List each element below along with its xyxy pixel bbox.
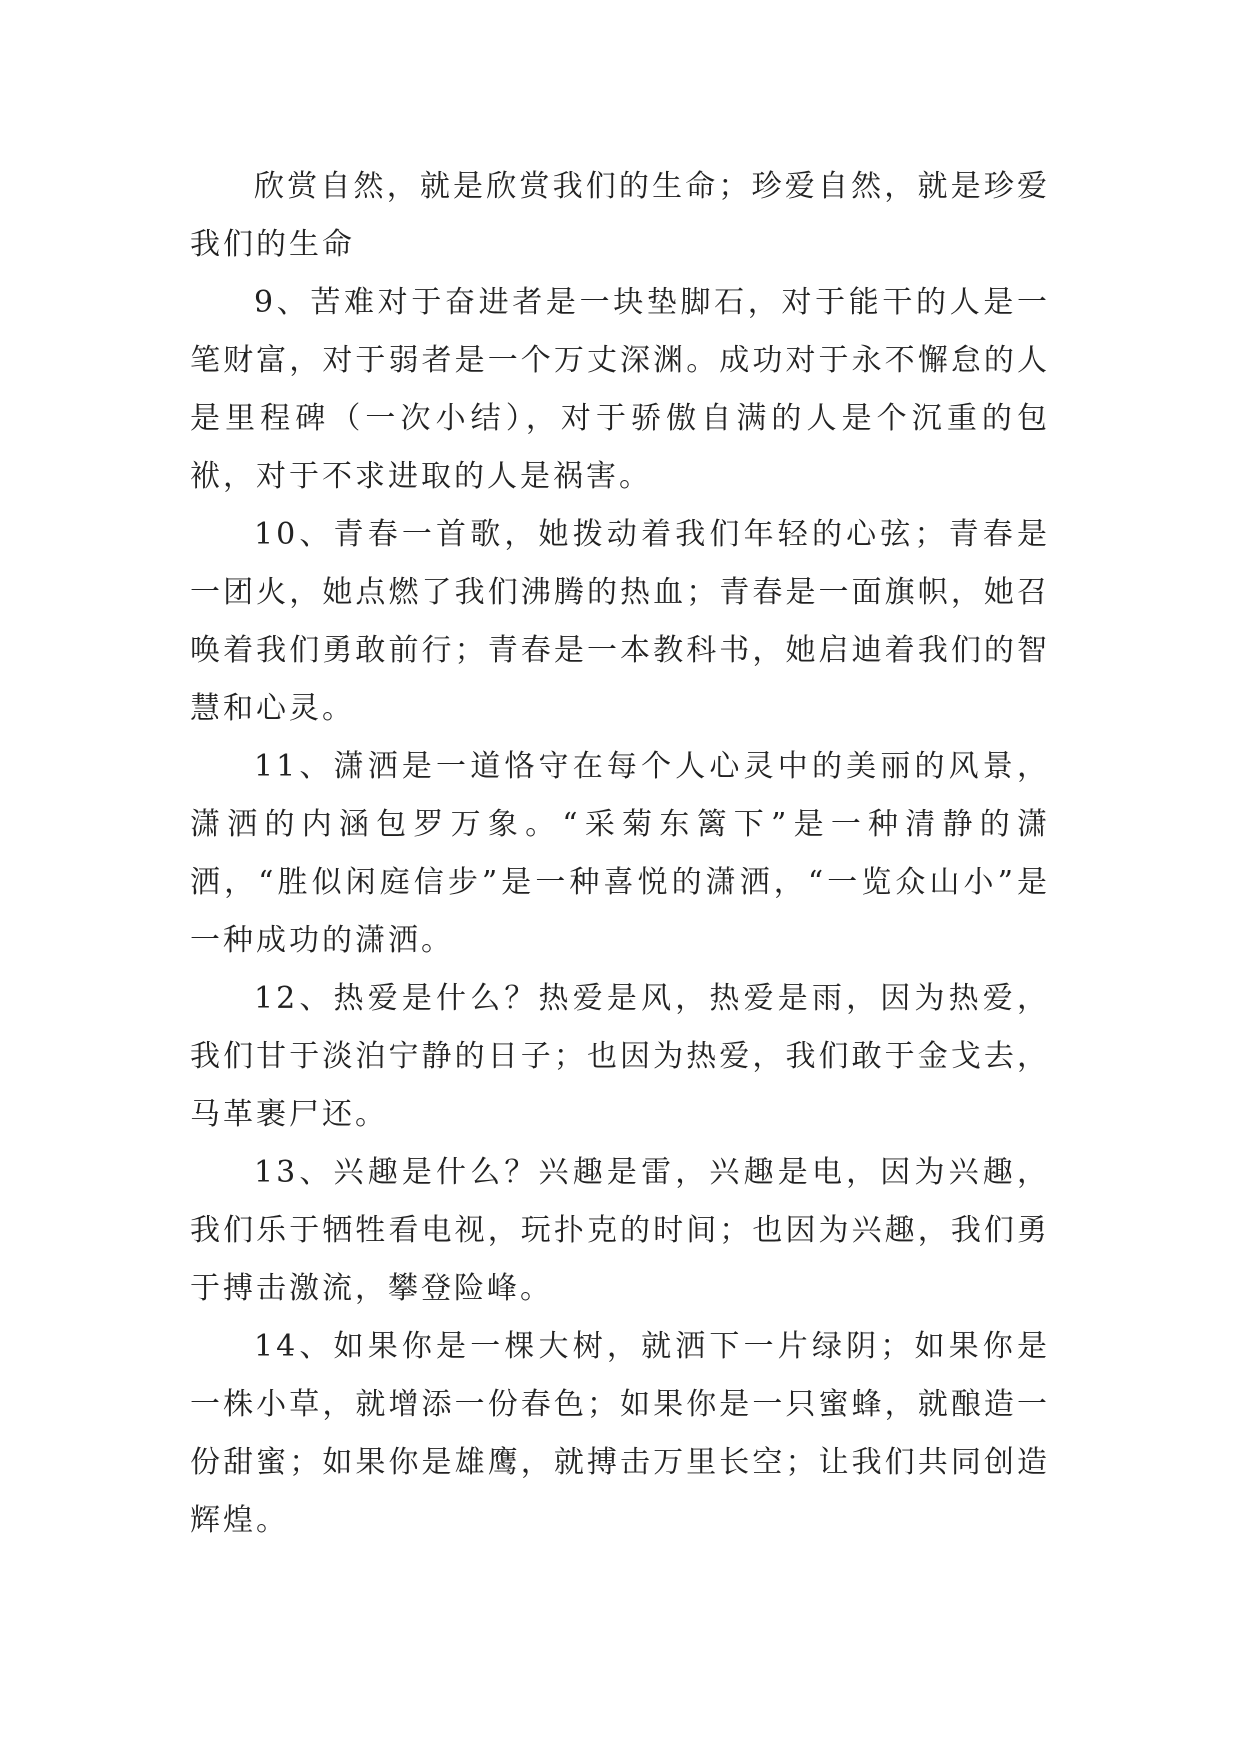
paragraph-14: 14、如果你是一棵大树，就洒下一片绿阴；如果你是一株小草，就增添一份春色；如果你是一只蜜蜂，就酿造一份甜蜜；如果你是雄鹰，就搏击万里长空；让我们共同创造辉煌。 (190, 1329, 1050, 1538)
paragraph-11: 11、潇洒是一道恪守在每个人心灵中的美丽的风景，潇洒的内涵包罗万象。“采菊东篱下”是一种清静的潇洒，“胜似闲庭信步”是一种喜悦的潇洒，“一览众山小”是一种成功的潇洒。 (190, 749, 1050, 958)
document-body (190, 158, 1050, 1550)
paragraph-9: 9、苦难对于奋进者是一块垫脚石，对于能干的人是一笔财富，对于弱者是一个万丈深渊。成功对于永不懈怠的人是里程碑（一次小结），对于骄傲自满的人是个沉重的包袱，对于不求进取的人是祸害。 (190, 285, 1050, 494)
paragraph-13: 13、兴趣是什么？兴趣是雷，兴趣是电，因为兴趣，我们乐于牺牲看电视，玩扑克的时间；也因为兴趣，我们勇于搏击激流，攀登险峰。 (190, 1155, 1050, 1306)
paragraph-nature: 欣赏自然，就是欣赏我们的生命；珍爱自然，就是珍爱我们的生命 (190, 169, 1050, 262)
paragraph-12: 12、热爱是什么？热爱是风，热爱是雨，因为热爱，我们甘于淡泊宁静的日子；也因为热爱，我们敢于金戈去，马革裹尸还。 (190, 981, 1050, 1132)
paragraph-10: 10、青春一首歌，她拨动着我们年轻的心弦；青春是一团火，她点燃了我们沸腾的热血；青春是一面旗帜，她召唤着我们勇敢前行；青春是一本教科书，她启迪着我们的智慧和心灵。 (190, 517, 1050, 726)
